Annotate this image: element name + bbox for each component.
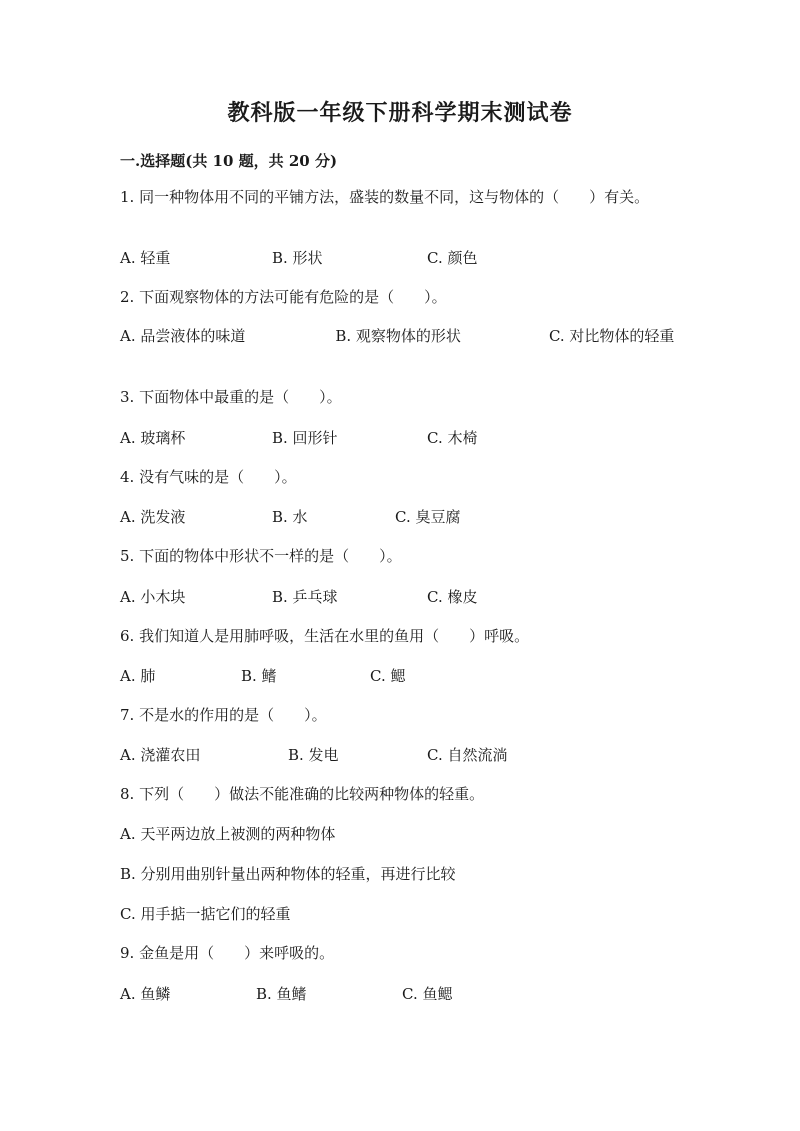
option-1-b: B. 形状 [272,249,323,267]
option-4-b: B. 水 [272,508,308,526]
question-9: 9. 金鱼是用（ ）来呼吸的。 [120,944,335,962]
question-2: 2. 下面观察物体的方法可能有危险的是（ ）。 [120,288,447,306]
option-9-b: B. 鱼鳍 [256,985,307,1003]
option-4-c: C. 臭豆腐 [395,508,461,526]
options-7 [120,745,700,767]
option-2-b: B. 观察物体的形状 [335,327,461,345]
question-8: 8. 下列（ ）做法不能准确的比较两种物体的轻重。 [120,785,485,803]
option-7-c: C. 自然流淌 [427,746,508,764]
options-5 [120,587,700,609]
option-7-a: A. 浇灌农田 [120,746,201,764]
page-title: 教科版一年级下册科学期末测试卷 [227,100,573,126]
options-3 [120,428,700,450]
options-9 [120,984,700,1006]
option-1-c: C. 颜色 [427,249,478,267]
question-7: 7. 不是水的作用的是（ ）。 [120,706,327,724]
option-2-c: C. 对比物体的轻重 [548,327,675,345]
options-6 [120,666,700,688]
question-5: 5. 下面的物体中形状不一样的是（ ）。 [120,547,402,565]
option-7-b: B. 发电 [288,746,339,764]
option-8-c: C. 用手掂一掂它们的轻重 [120,905,291,923]
question-6: 6. 我们知道人是用肺呼吸，生活在水里的鱼用（ ）呼吸。 [120,627,530,645]
option-9-a: A. 鱼鳞 [120,985,171,1003]
option-4-a: A. 洗发液 [120,508,186,526]
option-8-a: A. 天平两边放上被测的两种物体 [120,825,336,843]
options-4 [120,507,700,529]
option-5-b: B. 乒乓球 [272,588,338,606]
question-3: 3. 下面物体中最重的是（ ）。 [120,388,342,406]
option-3-a: A. 玻璃杯 [120,429,186,447]
options-1 [120,248,700,270]
option-3-c: C. 木椅 [427,429,478,447]
option-5-a: A. 小木块 [120,588,186,606]
option-3-b: B. 回形针 [272,429,338,447]
option-6-a: A. 肺 [120,667,156,685]
question-1: 1. 同一种物体用不同的平铺方法，盛装的数量不同，这与物体的（ ）有关。 [120,188,650,206]
option-6-b: B. 鳍 [241,667,277,685]
option-6-c: C. 鳃 [370,667,406,685]
option-8-b: B. 分别用曲别针量出两种物体的轻重，再进行比较 [120,865,456,883]
section-heading: 一.选择题(共 10 题，共 20 分) [120,152,338,170]
option-2-a: A. 品尝液体的味道 [120,327,246,345]
option-1-a: A. 轻重 [120,249,171,267]
option-9-c: C. 鱼鳃 [402,985,453,1003]
question-4: 4. 没有气味的是（ ）。 [120,468,297,486]
option-5-c: C. 橡皮 [427,588,478,606]
options-2 [120,326,680,347]
